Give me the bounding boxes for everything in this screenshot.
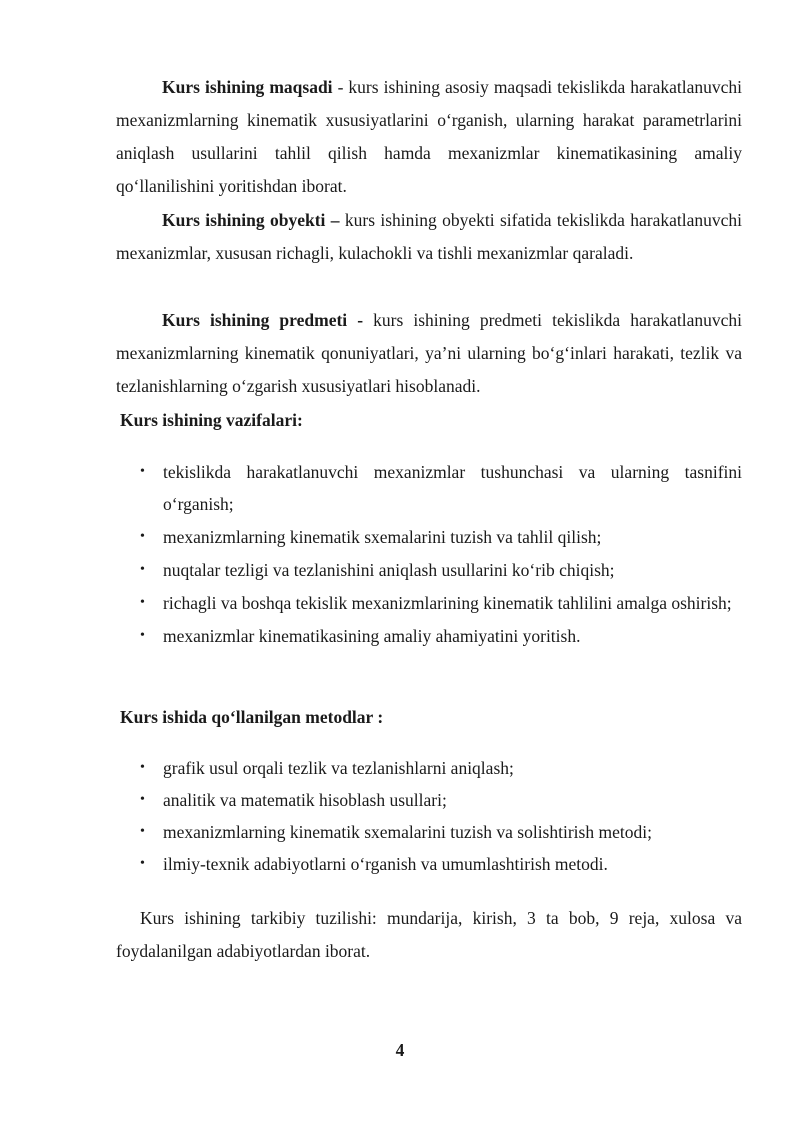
paragraph-predmeti-lead: Kurs ishining predmeti - (162, 310, 364, 330)
bullet-icon: • (140, 562, 145, 577)
list-item (120, 816, 742, 848)
list-item (120, 620, 742, 652)
bullet-icon: • (140, 792, 145, 807)
list-item-text: grafik usul orqali tezlik va tezlanishlarni aniqlash; (163, 758, 514, 778)
bullet-icon: • (140, 595, 145, 610)
list-item (120, 784, 742, 816)
list-item-text: analitik va matematik hisoblash usullari; (163, 790, 447, 810)
list-item-text: mexanizmlarning kinematik sxemalarini tuzish va solishtirish metodi; (163, 822, 652, 842)
list-item (120, 554, 742, 586)
paragraph-tuzilishi: Kurs ishining tarkibiy tuzilishi: mundarija, kirish, 3 ta bob, 9 reja, xulosa va foydalanilgan adabiyotlardan iborat. (116, 908, 742, 961)
list-item-text: nuqtalar tezligi va tezlanishini aniqlash usullarini ko‘rib chiqish; (163, 560, 615, 580)
list-item-text: tekislikda harakatlanuvchi mexanizmlar tushunchasi va ularning tasnifini o‘rganish; (163, 462, 742, 514)
bullet-icon: • (140, 760, 145, 775)
paragraph-predmeti (116, 304, 742, 403)
list-metodlar (120, 752, 742, 880)
page-number: 4 (395, 1040, 405, 1060)
paragraph-predmeti-text: kurs ishining predmeti tekislikda harakatlanuvchi mexanizmlarning kinematik qonuniyatlari, ya’ni ularning bo‘g‘inlari harakati, tezlik va tezlanishlarning o‘zgarish xususiyatlari hisoblanadi. (116, 310, 742, 396)
list-item (120, 752, 742, 784)
bullet-icon: • (140, 464, 145, 479)
list-item-text: richagli va boshqa tekislik mexanizmlarining kinematik tahlilini amalga oshirish; (163, 593, 732, 613)
list-vazifalar (120, 456, 742, 652)
list-item (120, 848, 742, 880)
paragraph-maqsad (116, 71, 742, 203)
list-item (120, 587, 742, 619)
paragraph-obyekti-lead: Kurs ishining obyekti – (162, 210, 340, 230)
list-item (120, 456, 742, 520)
paragraph-obyekti (116, 204, 742, 270)
bullet-icon: • (140, 824, 145, 839)
paragraph-maqsad-lead: Kurs ishining maqsadi (162, 77, 333, 97)
bullet-icon: • (140, 529, 145, 544)
paragraph-obyekti-text: kurs ishining obyekti sifatida tekislikda harakatlanuvchi mexanizmlar, xususan richagli, kulachokli va tishli mexanizmlar qaraladi. (116, 210, 742, 263)
list-item (120, 521, 742, 553)
list-item-text: mexanizmlar kinematikasining amaliy ahamiyatini yoritish. (163, 626, 581, 646)
list-item-text: mexanizmlarning kinematik sxemalarini tuzish va tahlil qilish; (163, 527, 602, 547)
list-item-text: ilmiy-texnik adabiyotlarni o‘rganish va umumlashtirish metodi. (163, 854, 608, 874)
paragraph-maqsad-text: - kurs ishining asosiy maqsadi tekislikda harakatlanuvchi mexanizmlarning kinematik xususiyatlarini o‘rganish, ularning harakat parametrlarini aniqlash usullarini tahlil qilish hamda mexanizmlar kinematikasining amaliy qo‘llanilishini yoritishdan iborat. (116, 77, 742, 196)
heading-vazifalar: Kurs ishining vazifalari: (120, 410, 303, 430)
bullet-icon: • (140, 856, 145, 871)
bullet-icon: • (140, 628, 145, 643)
heading-metodlar: Kurs ishida qo‘llanilgan metodlar : (120, 707, 384, 727)
